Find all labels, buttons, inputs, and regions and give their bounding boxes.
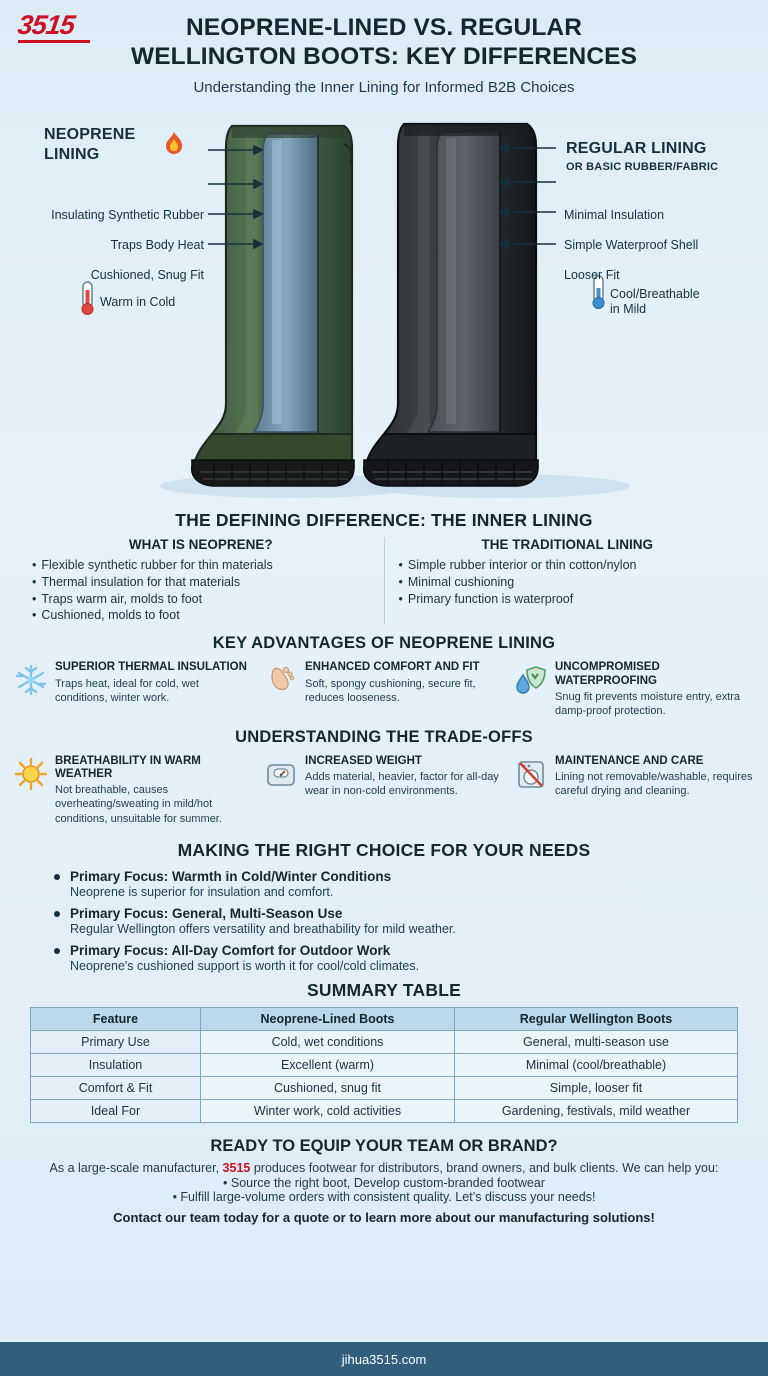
table-col-1: Neoprene-Lined Boots [201,1007,455,1030]
cta-bullet-1: • Source the right boot, Develop custom-branded footwear [223,1176,545,1191]
boots-diagram [0,104,768,504]
regular-heading: REGULAR LINING [566,139,707,157]
no-washing-machine-icon [514,755,548,826]
page-title-line2: WELLINGTON BOOTS: KEY DIFFERENCES [130,42,638,70]
bullet-dot [54,911,60,917]
cell-3-2: Gardening, festivals, mild weather [455,1099,738,1122]
choice-title-0: Primary Focus: Warmth in Cold/Winter Conditions [70,868,392,884]
choice-list [0,867,768,973]
page-subtitle: Understanding the Inner Lining for Informed B2B Choices [193,78,575,96]
defining-left-list [32,557,370,625]
foot-icon [264,661,298,718]
cta-bold-line: Contact our team today for a quote or to learn more about our manufacturing solutions! [113,1210,655,1226]
tradeoff-item-0 [14,755,254,826]
right-label-1: Simple Waterproof Shell [564,237,699,252]
list-item [70,943,728,973]
cell-1-0: Insulation [31,1053,201,1076]
cell-1-2: Minimal (cool/breathable) [455,1053,738,1076]
tradeoff-desc-1: Adds material, heavier, factor for all-day wear in non-cold environments. [305,771,499,798]
left-temp-label: Warm in Cold [100,294,176,309]
cta-bullet-2: • Fulfill large-volume orders with consistent quality. Let’s discuss your needs! [172,1190,596,1205]
advantage-item-1 [264,661,504,718]
tradeoff-desc-2: Lining not removable/washable, requires careful drying and cleaning. [555,771,753,798]
cta-section [0,1123,768,1226]
list-item: • Minimal cushioning [399,574,737,591]
regular-subheading: OR BASIC RUBBER/FABRIC [566,160,719,173]
list-item: • Primary function is waterproof [399,591,737,608]
regular-boot [364,124,538,486]
brand-underline [18,40,90,43]
tradeoff-desc-0: Not breathable, causes overheating/sweating in mild/hot conditions, unsuitable for summer. [55,784,222,825]
table-row [31,1076,738,1099]
cell-0-1: Cold, wet conditions [201,1030,455,1053]
sun-icon [14,755,48,826]
water-shield-icon [514,661,548,718]
defining-right-title: THE TRADITIONAL LINING [481,536,653,552]
cell-2-0: Comfort & Fit [31,1076,201,1099]
neoprene-heading-line2: LINING [44,145,100,163]
list-item: • Simple rubber interior or thin cotton/nylon [399,557,737,574]
cell-0-0: Primary Use [31,1030,201,1053]
summary-heading: SUMMARY TABLE [307,979,461,1000]
table-row [31,1053,738,1076]
list-item: • Cushioned, molds to foot [32,607,370,624]
table-row [31,1099,738,1122]
tradeoff-title-2: MAINTENANCE AND CARE [555,754,704,767]
snowflake-icon [14,661,48,718]
advantage-item-2 [514,661,754,718]
advantages-row [0,659,768,718]
footer-website-link[interactable]: jihua3515.com [341,1351,427,1367]
table-row [31,1030,738,1053]
advantage-desc-0: Traps heat, ideal for cold, wet conditions, winter work. [55,677,199,704]
cta-brand: 3515 [222,1160,251,1175]
thermometer-warm-icon [82,282,93,315]
flame-icon [162,126,186,156]
left-label-2: Cushioned, Snug Fit [90,267,204,282]
brand-logo: 3515 [15,10,77,40]
advantage-title-1: ENHANCED COMFORT AND FIT [305,661,480,674]
tradeoff-title-0: BREATHABILITY IN WARM WEATHER [55,754,201,781]
advantage-title-2: UNCOMPROMISED WATERPROOFING [555,661,660,687]
tradeoff-item-1 [264,755,504,826]
choice-desc-0: Neoprene is superior for insulation and comfort. [70,884,334,899]
choice-desc-1: Regular Wellington offers versatility and breathability for mild weather. [70,921,456,936]
tradeoff-title-1: INCREASED WEIGHT [305,754,422,767]
list-item: • Thermal insulation for that materials [32,574,370,591]
advantages-heading: KEY ADVANTAGES OF NEOPRENE LINING [212,634,556,653]
list-item [70,906,728,936]
choice-heading: MAKING THE RIGHT CHOICE FOR YOUR NEEDS [177,839,591,860]
choice-title-2: Primary Focus: All-Day Comfort for Outdoor Work [70,942,391,958]
cta-text-b: produces footwear for distributors, brand owners, and bulk clients. We can help you: [250,1160,719,1175]
defining-right-list [399,557,737,608]
choice-title-1: Primary Focus: General, Multi-Season Use [70,905,343,921]
list-item: • Flexible synthetic rubber for thin materials [32,557,370,574]
defining-columns [0,537,768,625]
neoprene-heading-line1: NEOPRENE [44,125,136,143]
left-label-1: Traps Body Heat [110,237,204,252]
cta-heading: READY TO EQUIP YOUR TEAM OR BRAND? [210,1136,558,1155]
right-label-2: Looser Fit [564,267,620,282]
list-item: • Traps warm air, molds to foot [32,591,370,608]
right-temp-label-2: in Mild [610,301,647,316]
choice-desc-2: Neoprene's cushioned support is worth it for cool/cold climates. [70,958,420,973]
tradeoffs-heading: UNDERSTANDING THE TRADE-OFFS [235,727,533,746]
left-label-0: Insulating Synthetic Rubber [51,207,204,222]
bullet-dot [54,874,60,880]
defining-heading: THE DEFINING DIFFERENCE: THE INNER LINING [175,509,593,530]
table-header-row [31,1007,738,1030]
cell-3-0: Ideal For [31,1099,201,1122]
bullet-dot [54,948,60,954]
cell-2-1: Cushioned, snug fit [201,1076,455,1099]
tradeoff-item-2 [514,755,754,826]
scale-icon [264,755,298,826]
cell-2-2: Simple, looser fit [455,1076,738,1099]
defining-left-title: WHAT IS NEOPRENE? [128,536,273,552]
neoprene-boot [192,126,354,486]
page-title [60,14,708,72]
advantage-desc-2: Snug fit prevents moisture entry, extra damp-proof protection. [555,690,741,717]
summary-table [30,1007,738,1123]
tradeoffs-row [0,753,768,826]
right-temp-label-1: Cool/Breathable [610,286,700,301]
right-label-0: Minimal Insulation [564,207,665,222]
cell-1-1: Excellent (warm) [201,1053,455,1076]
cta-paragraph [34,1160,734,1177]
advantage-item-0 [14,661,254,718]
advantage-title-0: SUPERIOR THERMAL INSULATION [55,661,247,674]
footer [0,1342,768,1376]
cta-text-a: As a large-scale manufacturer, [49,1160,223,1175]
list-item [70,869,728,899]
neoprene-lining-panel [254,134,318,432]
advantage-desc-1: Soft, spongy cushioning, secure fit, reduces looseness. [305,677,476,704]
table-col-2: Regular Wellington Boots [455,1007,738,1030]
regular-lining-panel [428,132,500,432]
table-col-0: Feature [31,1007,201,1030]
page-title-line1: NEOPRENE-LINED VS. REGULAR [186,14,582,41]
defining-right [384,537,751,625]
cell-3-1: Winter work, cold activities [201,1099,455,1122]
defining-left [18,537,384,625]
header [0,0,768,96]
cell-0-2: General, multi-season use [455,1030,738,1053]
